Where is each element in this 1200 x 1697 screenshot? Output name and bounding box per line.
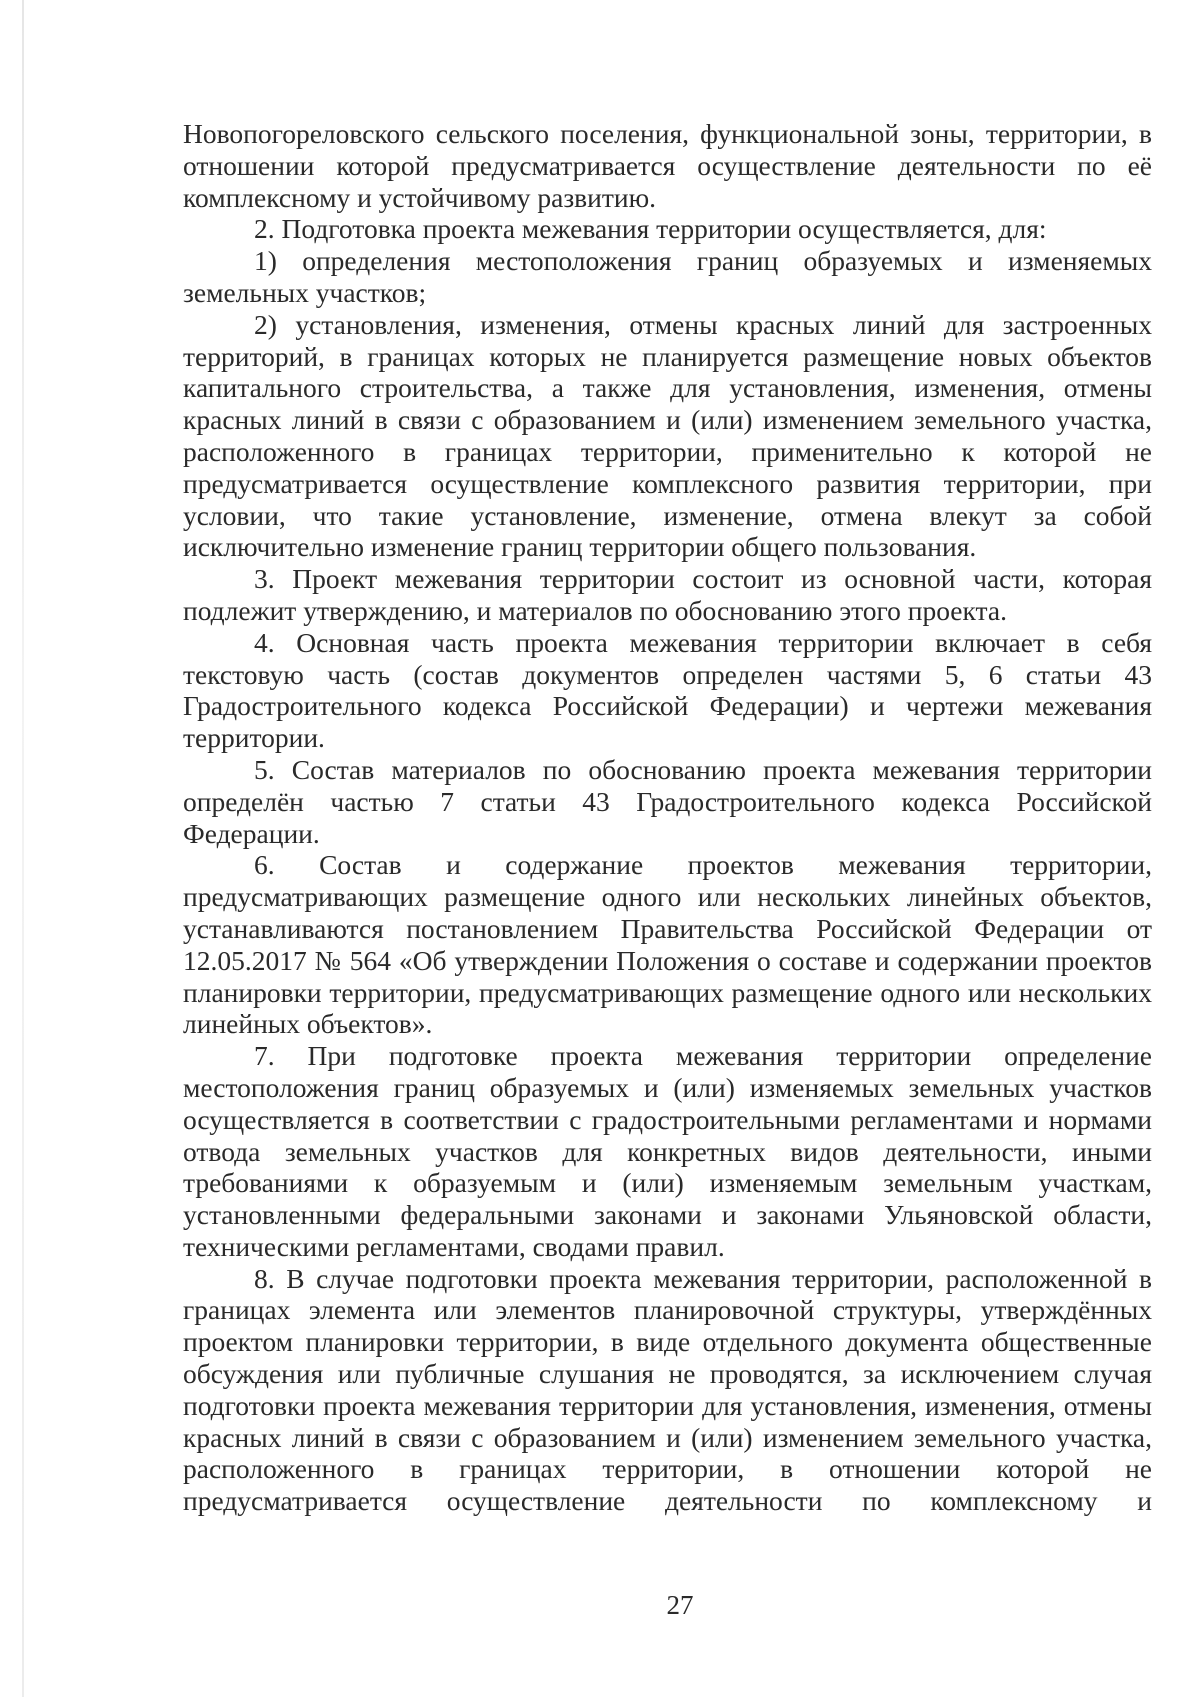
- paragraph-2-1: 1) определения местоположения границ образуемых и изменяемых земельных участков;: [183, 245, 1152, 308]
- paragraph-2: 2. Подготовка проекта межевания территории осуществляется, для:: [254, 213, 1047, 245]
- scan-edge-line: [22, 0, 24, 1697]
- paragraph-4: 4. Основная часть проекта межевания территории включает в себя текстовую часть (состав документов определен частями 5, 6 статьи 43 Градостроительного кодекса Российской Федерации) и чертежи межевания территории.: [183, 626, 1152, 754]
- paragraph-8: 8. В случае подготовки проекта межевания территории, расположенной в границах элемента или элементов планировочной структуры, утверждённых проектом планировки территории, в виде отдельного документа общественные обсуждения или публичные слушания не проводятся, за исключением случая подготовки проекта межевания территории для установления, изменения, отмены красных линий в связи с образованием и (или) изменением земельного участка, расположенного в границах территории, в отношении которой не предусматривается осуществление деятельности по комплексному и: [183, 1262, 1152, 1517]
- paragraph-2-2: 2) установления, изменения, отмены красных линий для застроенных территорий, в границах которых не планируется размещение новых объектов капитального строительства, а также для установления, изменения, отмены красных линий в связи с образованием и (или) изменением земельного участка, расположенного в границах территории, применительно к которой не предусматривается осуществление комплексного развития территории, при условии, что такие установление, изменение, отмена влекут за собой исключительно изменение границ территории общего пользования.: [183, 308, 1152, 563]
- paragraph-continuation: Новопогореловского сельского поселения, функциональной зоны, территории, в отношении которой предусматривается осуществление деятельности по её комплексному и устойчивому развитию.: [183, 118, 1152, 213]
- paragraph-5: 5. Состав материалов по обоснованию проекта межевания территории определён частью 7 статьи 43 Градостроительного кодекса Российской Федерации.: [183, 753, 1152, 849]
- paragraph-7: 7. При подготовке проекта межевания территории определение местоположения границ образуемых и (или) изменяемых земельных участков осуществляется в соответствии с градостроительными регламентами и нормами отвода земельных участков для конкретных видов деятельности, иными требованиями к образуемым и (или) изменяемым земельным участкам, установленными федеральными законами и законами Ульяновской области, техническими регламентами, сводами правил.: [183, 1040, 1152, 1262]
- page-number: 27: [666, 1590, 694, 1620]
- paragraph-3: 3. Проект межевания территории состоит из основной части, которая подлежит утверждению, и материалов по обоснованию этого проекта.: [183, 563, 1152, 626]
- body-text: [183, 118, 1152, 1517]
- paragraph-6: 6. Состав и содержание проектов межевания территории, предусматривающих размещение одного или нескольких линейных объектов, устанавливаются постановлением Правительства Российской Федерации от 12.05.2017 № 564 «Об утверждении Положения о составе и содержании проектов планировки территории, предусматривающих размещение одного или нескольких линейных объектов».: [183, 849, 1152, 1040]
